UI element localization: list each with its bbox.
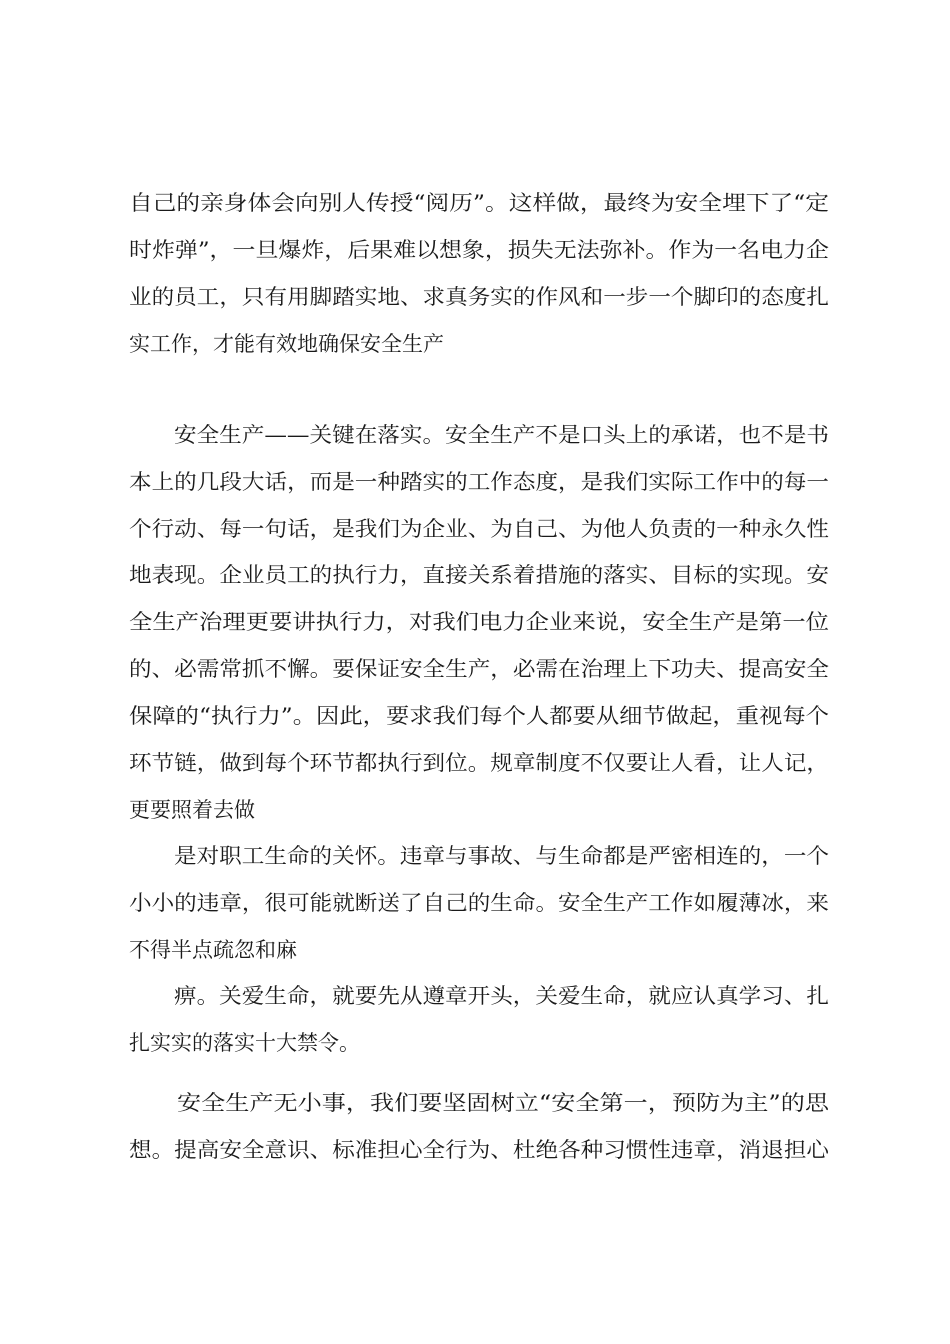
text-line <box>0 557 950 593</box>
text-line <box>0 279 950 315</box>
text-line <box>0 1132 950 1168</box>
text-line-content: 地表现。企业员工的执行力，直接关系着措施的落实、目标的实现。安 <box>129 563 830 587</box>
text-line-content: 个行动、每一句话，是我们为企业、为自己、为他人负责的一种永久性 <box>129 517 830 541</box>
text-line-content: 业的员工，只有用脚踏实地、求真务实的作风和一步一个脚印的态度扎 <box>129 285 830 309</box>
text-line <box>0 511 950 547</box>
text-line <box>0 792 950 828</box>
text-line-content: 扎实实的落实十大禁令。 <box>129 1031 360 1055</box>
text-line-content: 不得半点疏忽和麻 <box>129 938 297 962</box>
text-line <box>0 932 950 968</box>
text-line-content: 自己的亲身体会向别人传授“阅历”。这样做，最终为安全埋下了“定 <box>129 191 829 215</box>
text-line <box>0 838 950 874</box>
text-line <box>0 604 950 640</box>
text-line-content: 实工作，才能有效地确保安全生产 <box>129 332 444 356</box>
text-line <box>0 417 950 453</box>
text-line-content: 是对职工生命的关怀。违章与事故、与生命都是严密相连的，一个 <box>174 844 829 868</box>
text-line-content: 痹。关爱生命，就要先从遵章开头，关爱生命，就应认真学习、扎 <box>174 984 829 1008</box>
text-line <box>0 185 950 221</box>
text-line <box>0 978 950 1014</box>
text-line <box>0 1085 950 1121</box>
text-line <box>0 1025 950 1061</box>
text-line-content: 本上的几段大话，而是一种踏实的工作态度，是我们实际工作中的每一 <box>129 470 830 494</box>
text-line-content: 想。提高安全意识、标准担心全行为、杜绝各种习惯性违章，消退担心 <box>129 1138 830 1162</box>
text-line <box>0 745 950 781</box>
text-line <box>0 698 950 734</box>
text-line-content: 安全生产——关键在落实。安全生产不是口头上的承诺，也不是书 <box>174 423 829 447</box>
text-line <box>0 651 950 687</box>
text-line-content: 时炸弹”，一旦爆炸，后果难以想象，损失无法弥补。作为一名电力企 <box>129 238 829 262</box>
text-line-content: 全生产治理更要讲执行力，对我们电力企业来说，安全生产是第一位 <box>129 610 830 634</box>
text-line <box>0 464 950 500</box>
text-line <box>0 326 950 362</box>
text-line-content: 保障的“执行力”。因此，要求我们每个人都要从细节做起，重视每个 <box>129 704 829 728</box>
text-line-content: 安全生产无小事，我们要坚固树立“安全第一，预防为主”的思 <box>177 1091 829 1115</box>
text-line-content: 小小的违章，很可能就断送了自己的生命。安全生产工作如履薄冰，来 <box>129 891 830 915</box>
text-line-content: 的、必需常抓不懈。要保证安全生产，必需在治理上下功夫、提高安全 <box>129 657 830 681</box>
text-line-content: 更要照着去做 <box>129 798 255 822</box>
text-line <box>0 885 950 921</box>
text-line-content: 环节链，做到每个环节都执行到位。规章制度不仅要让人看，让人记， <box>129 751 830 775</box>
text-line <box>0 232 950 268</box>
